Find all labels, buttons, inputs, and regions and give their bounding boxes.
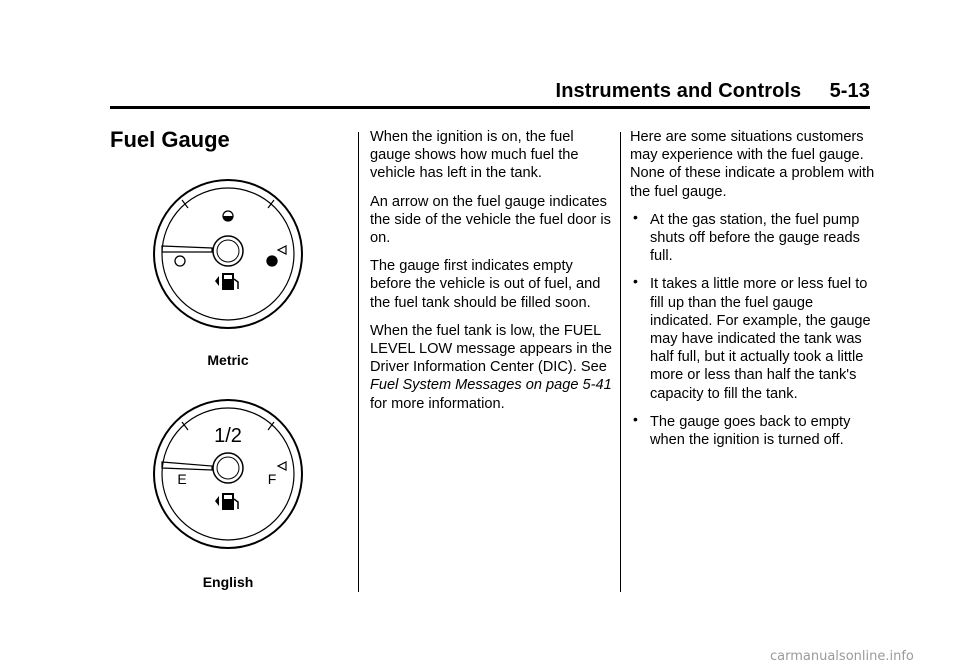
cross-reference-link[interactable]: Fuel System Messages on page 5-41 — [370, 377, 612, 394]
full-mark-icon — [267, 256, 277, 266]
paragraph: Here are some situations customers may experience with the fuel gauge. None of these indicate a problem with the fuel gauge. — [630, 129, 875, 200]
column-1 — [370, 128, 615, 423]
half-tank-mark-icon — [223, 211, 233, 221]
page-header — [110, 80, 870, 109]
list-item: • At the gas station, the fuel pump shuts off before the gauge reads full. — [633, 208, 860, 265]
bullet-icon: • — [633, 410, 638, 427]
paragraph: When the fuel tank is low, the FUEL LEVEL LOW message appears in the Driver Information Center (DIC). See Fuel System Messages on page 5-41 for more information. — [370, 322, 613, 412]
full-mark-label: F — [267, 471, 277, 487]
paragraph: An arrow on the fuel gauge indicates the side of the vehicle the fuel door is on. — [370, 193, 611, 247]
fuel-pump-icon — [215, 493, 238, 510]
metric-caption: Metric — [207, 352, 249, 368]
list-item: • The gauge goes back to empty when the ignition is turned off. — [633, 410, 851, 449]
empty-mark-icon — [175, 256, 185, 266]
metric-fuel-gauge-figure — [150, 176, 306, 332]
paragraph: The gauge first indicates empty before the vehicle is out of fuel, and the fuel tank should be filled soon. — [370, 258, 601, 311]
english-caption: English — [202, 574, 254, 590]
fuel-pump-icon — [215, 273, 238, 290]
english-fuel-gauge-figure — [150, 396, 306, 552]
paragraph: When the ignition is on, the fuel gauge shows how much fuel the vehicle has left in the tank. — [370, 129, 579, 182]
bullet-list — [630, 208, 875, 449]
column-divider — [620, 132, 621, 592]
half-mark-label: 1/2 — [214, 425, 242, 447]
column-divider — [358, 132, 359, 592]
empty-mark-label: E — [177, 471, 187, 487]
watermark: carmanualsonline.info — [770, 649, 914, 664]
list-item: • It takes a little more or less fuel to fill up than the fuel gauge indicated. For example, the gauge may have indicated the tank was half full, but it actually took a little more or less than half the tank's capacity to fill the tank. — [633, 273, 871, 402]
bullet-icon: • — [633, 208, 638, 225]
header-title: Instruments and Controls 5-13 — [555, 80, 870, 102]
section-title: Fuel Gauge — [110, 127, 230, 152]
bullet-icon: • — [633, 273, 638, 290]
column-2 — [630, 128, 875, 459]
